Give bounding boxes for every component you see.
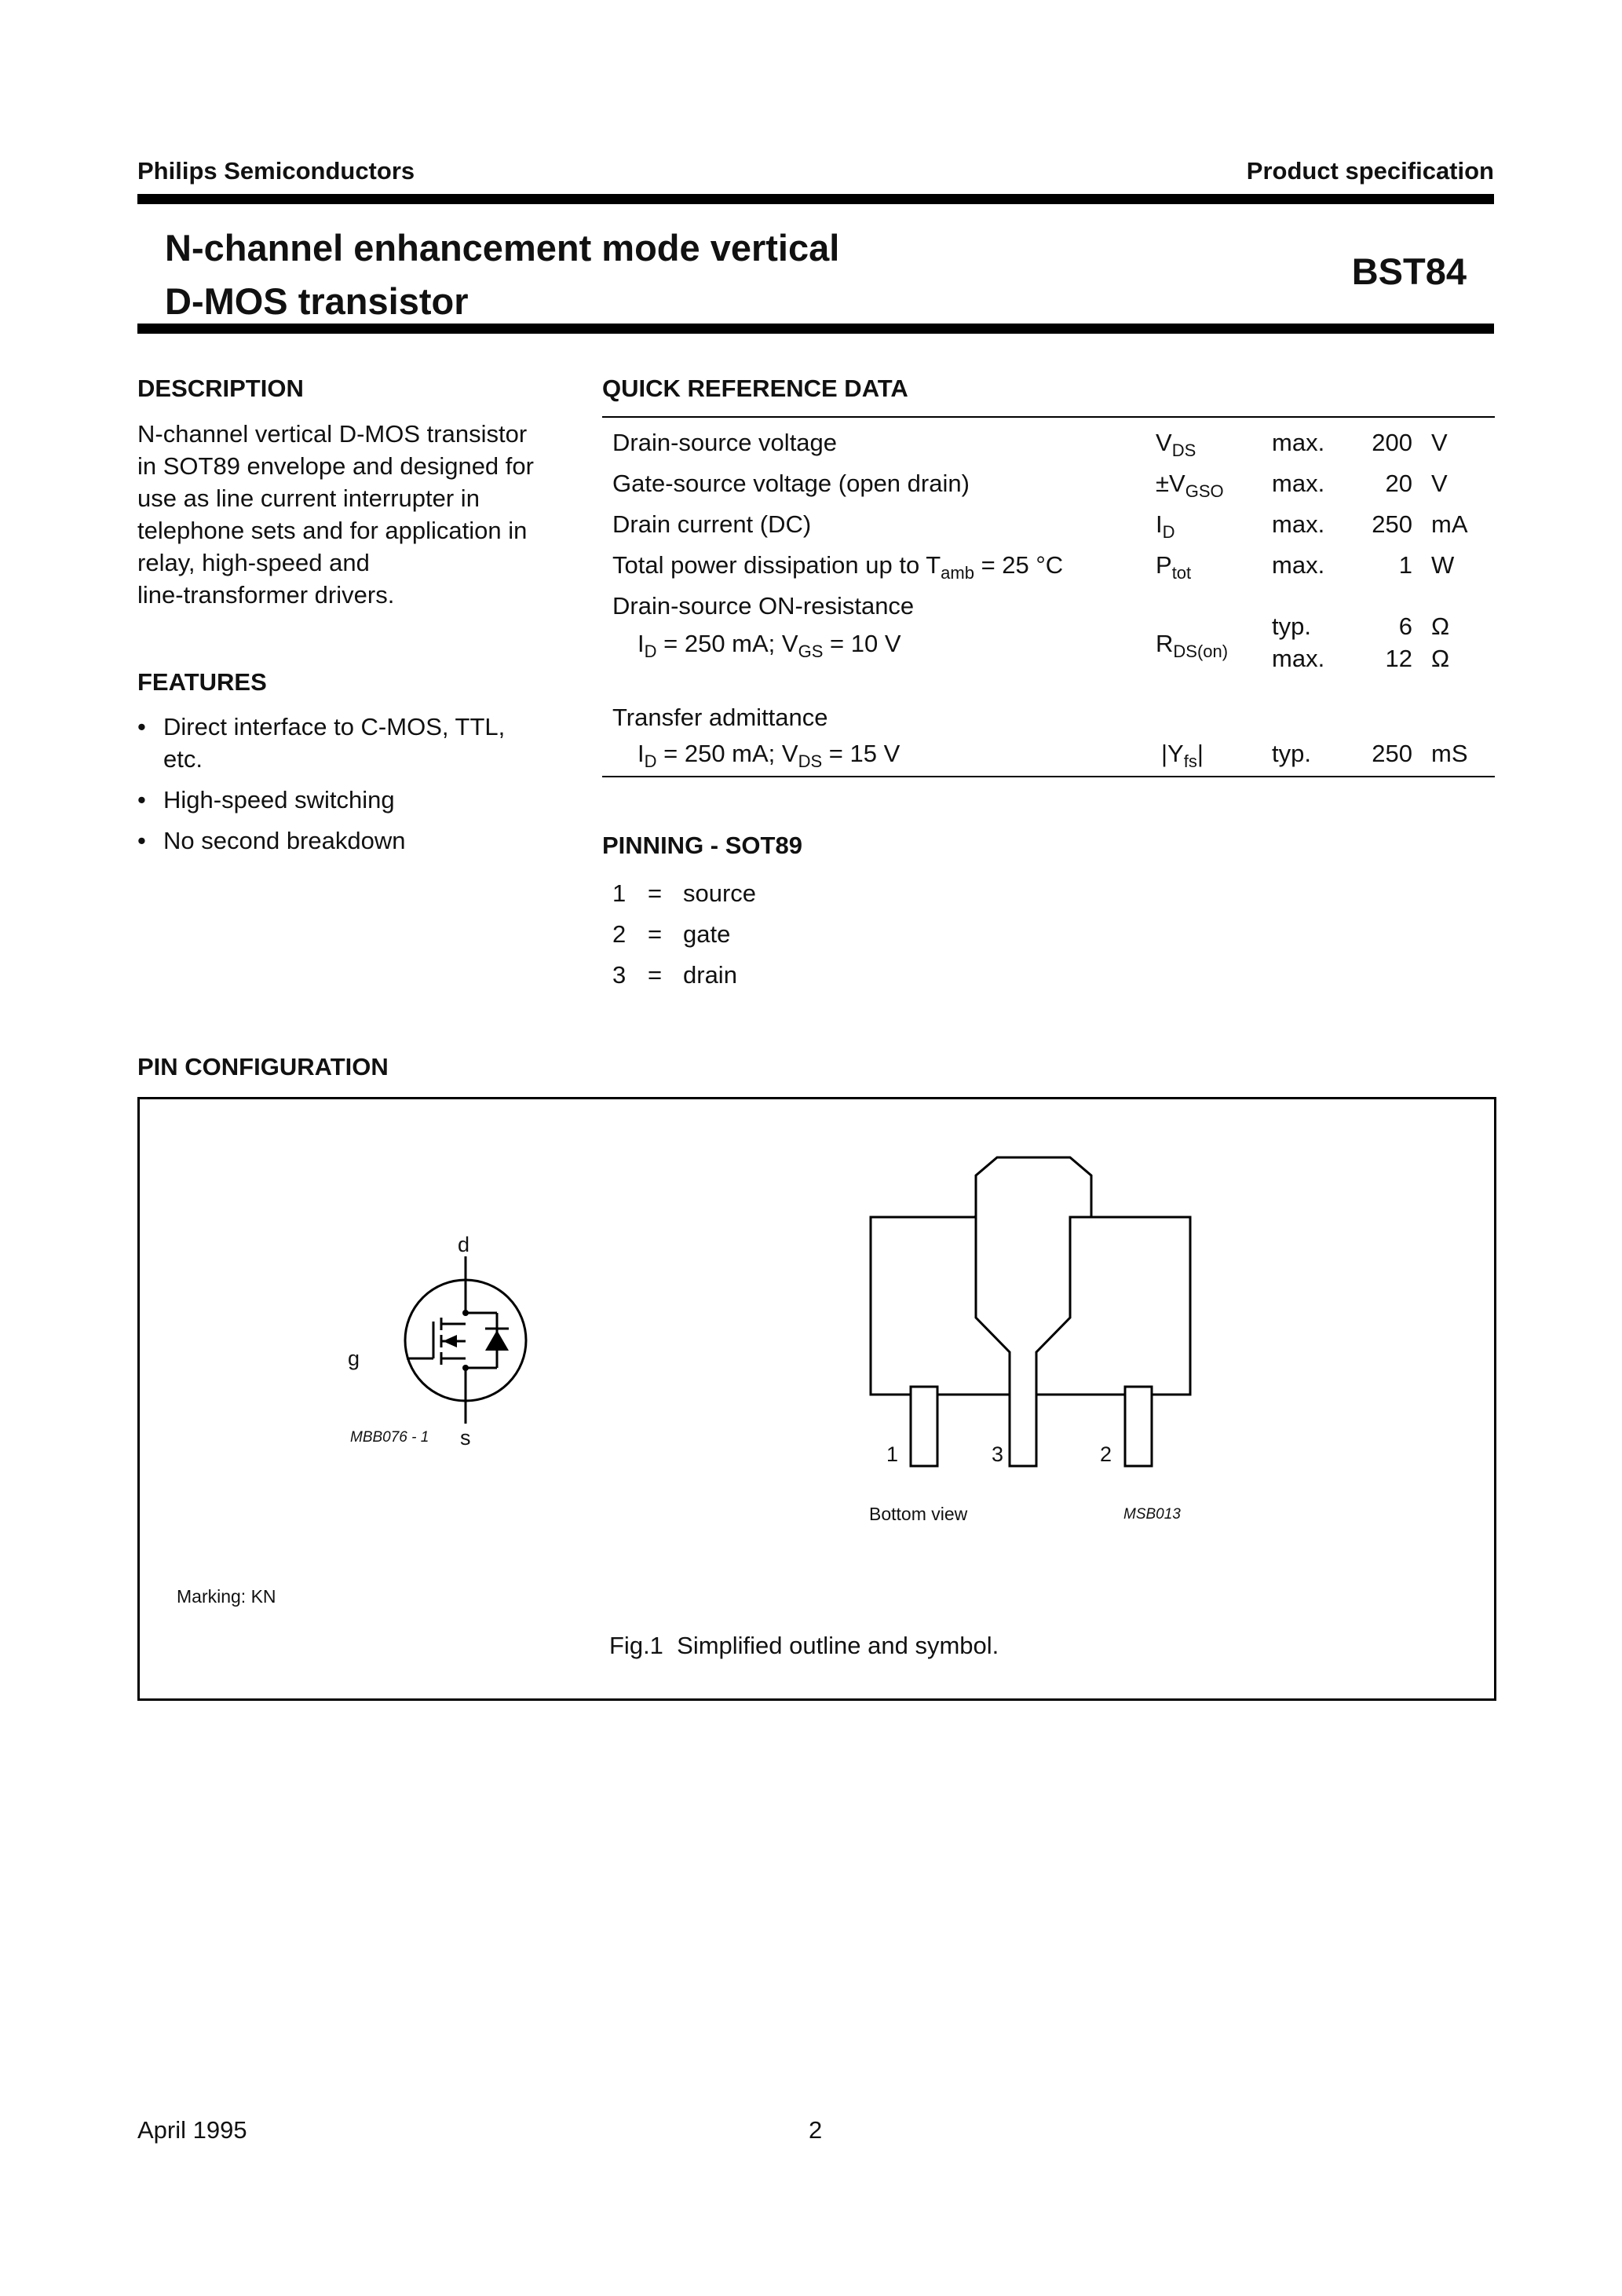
pinning-heading: PINNING - SOT89 (602, 832, 802, 859)
param-name: Drain-source ON-resistance (612, 592, 915, 620)
drain-label: d (458, 1233, 470, 1256)
document-type: Product specification (1246, 157, 1494, 185)
param-value: 20 (1385, 470, 1412, 497)
page-number: 2 (809, 2116, 823, 2144)
description-line: relay, high-speed and (137, 549, 370, 576)
symbol-code: MBB076 - 1 (350, 1429, 429, 1446)
param-unit: W (1431, 551, 1455, 579)
table-row (602, 421, 1495, 462)
param-unit: Ω (1431, 645, 1450, 672)
param-unit: mA (1431, 510, 1468, 538)
mosfet-symbol (405, 1256, 526, 1424)
package-pin-label: 2 (1100, 1442, 1112, 1466)
header-rule (137, 194, 1494, 204)
param-symbol: $R_{DS(on)}$ (1156, 630, 1229, 661)
source-label: s (460, 1426, 471, 1450)
table-row (602, 462, 1495, 503)
param-limit: max. (1272, 510, 1325, 538)
page-title (165, 221, 839, 328)
param-limit: max. (1272, 429, 1325, 456)
param-limit: typ. (1272, 740, 1311, 767)
param-name: Total power dissipation up to $T_{amb} = 25$ °C (612, 551, 1064, 583)
param-value: 1 (1398, 551, 1412, 579)
param-limit: max. (1272, 551, 1325, 579)
description-text (137, 418, 561, 611)
table-row (602, 503, 1495, 543)
footer-date: April 1995 (137, 2116, 247, 2144)
param-value: 200 (1372, 429, 1412, 456)
quick-reference-heading: QUICK REFERENCE DATA (602, 375, 908, 402)
package-pin-label: 3 (992, 1442, 1004, 1466)
quick-reference-table (602, 416, 1495, 777)
description-heading: DESCRIPTION (137, 375, 304, 402)
param-name: Drain current (DC) (612, 510, 812, 538)
param-name: Drain-source voltage (612, 429, 838, 456)
gate-label: g (348, 1347, 360, 1370)
feature-item: • High-speed switching (137, 784, 561, 816)
description-line: in SOT89 envelope and designed for (137, 452, 534, 480)
marking-label: Marking: KN (177, 1586, 276, 1607)
description-line: N-channel vertical D-MOS transistor (137, 420, 528, 448)
figure-caption: Fig.1 Simplified outline and symbol. (609, 1632, 999, 1659)
feature-item: • Direct interface to C-MOS, TTL, etc. (137, 711, 532, 775)
param-unit: V (1431, 470, 1448, 497)
figure-drawing (140, 1099, 1494, 1698)
description-line: telephone sets and for application in (137, 517, 528, 544)
package-code: MSB013 (1123, 1506, 1181, 1523)
param-value: 12 (1385, 645, 1412, 672)
param-unit: V (1431, 429, 1448, 456)
figure-box (137, 1097, 1496, 1701)
description-line: line-transformer drivers. (137, 581, 395, 609)
arrow-icon (443, 1335, 457, 1347)
feature-item: • No second breakdown (137, 824, 561, 857)
features-heading: FEATURES (137, 668, 267, 696)
pin-configuration-heading: PIN CONFIGURATION (137, 1053, 389, 1080)
table-row (602, 696, 1495, 737)
table-row (602, 737, 1495, 776)
param-symbol: $P_{tot}$ (1156, 551, 1192, 583)
sot89-package (871, 1157, 1190, 1466)
param-unit: Ω (1431, 612, 1450, 640)
param-value: 250 (1372, 510, 1412, 538)
table-row (602, 584, 1495, 625)
param-value: 250 (1372, 740, 1412, 767)
param-condition: $I_D = 250$ mA; $V_{DS} = 15$ V (637, 740, 901, 771)
param-symbol: $V_{DS}$ (1156, 429, 1196, 460)
description-line: use as line current interrupter in (137, 484, 480, 512)
table-row (602, 612, 1495, 696)
package-pin-label: 1 (886, 1442, 899, 1466)
features-list (137, 711, 561, 865)
title-rule (137, 324, 1494, 334)
part-number: BST84 (1351, 250, 1467, 292)
param-value: 6 (1398, 612, 1412, 640)
param-condition: $I_D = 250$ mA; $V_{GS} = 10$ V (637, 630, 901, 661)
title-line-2: D-MOS transistor (165, 280, 469, 322)
param-symbol: $\pm V_{GSO}$ (1156, 470, 1224, 501)
param-limit: max. (1272, 470, 1325, 497)
param-symbol: $|Y_{fs}|$ (1161, 740, 1204, 771)
table-row (602, 543, 1495, 584)
param-limit: typ. (1272, 612, 1311, 640)
param-unit: mS (1431, 740, 1468, 767)
param-name: Transfer admittance (612, 704, 828, 731)
diode-icon (485, 1330, 509, 1351)
company-name: Philips Semiconductors (137, 157, 415, 185)
param-name: Gate-source voltage (open drain) (612, 470, 970, 497)
view-label: Bottom view (869, 1504, 968, 1524)
title-line-1: N-channel enhancement mode vertical (165, 227, 840, 269)
param-limit: max. (1272, 645, 1325, 672)
param-symbol: $I_D$ (1156, 510, 1175, 542)
